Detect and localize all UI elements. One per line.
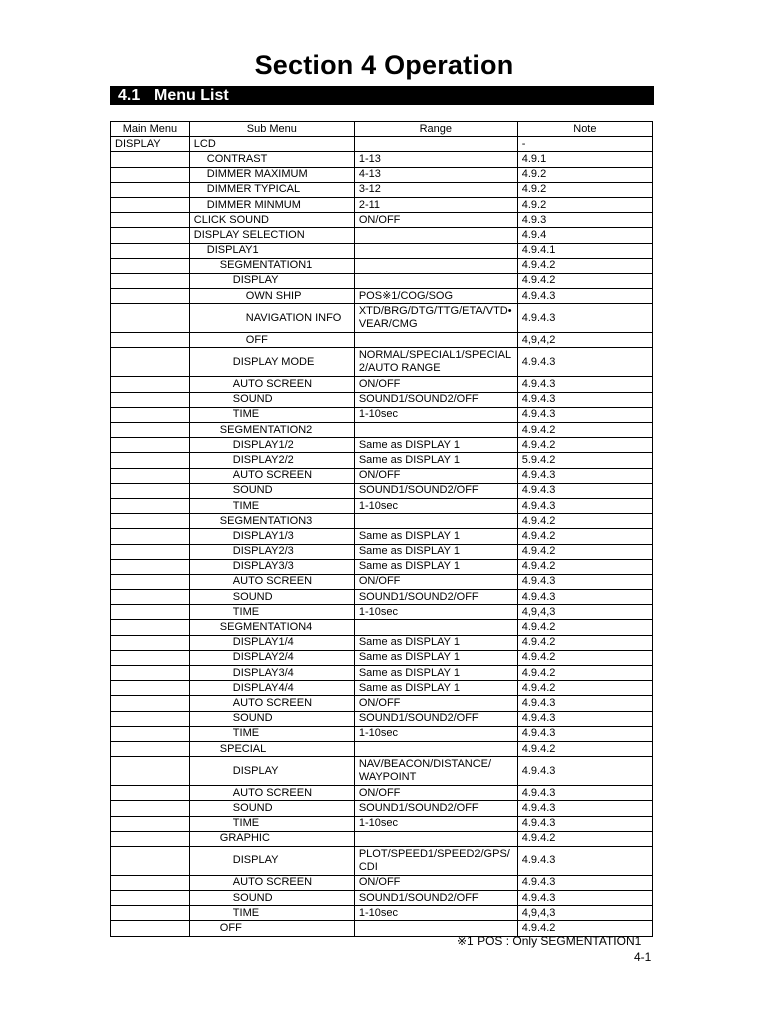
table-row (111, 559, 653, 574)
table-row (111, 392, 653, 407)
range-cell: PLOT/SPEED1/SPEED2/GPS/ CDI (354, 846, 517, 875)
table-row (111, 423, 653, 438)
note-cell: 4.9.4.3 (517, 816, 652, 831)
note-cell: 4.9.4.2 (517, 681, 652, 696)
note-cell: 4.9.4.2 (517, 635, 652, 650)
sub-menu-cell: SEGMENTATION4 (189, 620, 354, 635)
table-row (111, 258, 653, 273)
main-menu-cell (111, 258, 190, 273)
note-cell: 4.9.4.3 (517, 498, 652, 513)
main-menu-cell (111, 681, 190, 696)
table-row (111, 407, 653, 422)
main-menu-cell (111, 696, 190, 711)
header-note: Note (517, 122, 652, 137)
sub-menu-cell: TIME (189, 498, 354, 513)
note-cell: 4.9.3 (517, 213, 652, 228)
main-menu-cell (111, 786, 190, 801)
sub-menu-cell: DISPLAY3/4 (189, 666, 354, 681)
table-row (111, 891, 653, 906)
table-row (111, 846, 653, 875)
sub-menu-cell: DISPLAY MODE (189, 348, 354, 377)
sub-menu-cell: DISPLAY SELECTION (189, 228, 354, 243)
table-row (111, 348, 653, 377)
sub-menu-cell: AUTO SCREEN (189, 574, 354, 589)
range-cell: 1-10sec (354, 816, 517, 831)
table-row (111, 741, 653, 756)
main-menu-cell (111, 438, 190, 453)
sub-menu-cell: SOUND (189, 711, 354, 726)
header-sub-menu: Sub Menu (189, 122, 354, 137)
note-cell: 4.9.4.2 (517, 514, 652, 529)
sub-menu-cell: SOUND (189, 392, 354, 407)
table-row (111, 590, 653, 605)
main-menu-cell (111, 213, 190, 228)
range-cell: SOUND1/SOUND2/OFF (354, 590, 517, 605)
note-cell: 4.9.4.2 (517, 438, 652, 453)
note-cell: 5.9.4.2 (517, 453, 652, 468)
note-cell: 4.9.4.3 (517, 786, 652, 801)
table-row (111, 498, 653, 513)
note-cell: 4.9.4.3 (517, 846, 652, 875)
table-row (111, 304, 653, 333)
main-menu-cell (111, 197, 190, 212)
sub-menu-cell: DISPLAY2/2 (189, 453, 354, 468)
main-menu-cell (111, 289, 190, 304)
table-row (111, 726, 653, 741)
note-cell: 4.9.2 (517, 167, 652, 182)
main-menu-cell (111, 152, 190, 167)
note-cell: 4.9.4.3 (517, 574, 652, 589)
range-cell (354, 243, 517, 258)
table-row (111, 137, 653, 152)
section-heading-bar (110, 86, 654, 105)
main-menu-cell (111, 423, 190, 438)
range-cell: NAV/BEACON/DISTANCE/ WAYPOINT (354, 757, 517, 786)
range-cell (354, 741, 517, 756)
table-row (111, 377, 653, 392)
note-cell: 4.9.4.2 (517, 258, 652, 273)
main-menu-cell (111, 846, 190, 875)
sub-menu-cell: SEGMENTATION1 (189, 258, 354, 273)
section-number: 4.1 (118, 87, 141, 104)
range-cell: ON/OFF (354, 377, 517, 392)
main-menu-cell (111, 801, 190, 816)
main-menu-cell (111, 348, 190, 377)
range-cell: SOUND1/SOUND2/OFF (354, 483, 517, 498)
note-cell: 4.9.4.2 (517, 423, 652, 438)
note-cell: 4.9.4.3 (517, 348, 652, 377)
table-row (111, 243, 653, 258)
main-menu-cell (111, 407, 190, 422)
range-cell: 1-13 (354, 152, 517, 167)
sub-menu-cell: SOUND (189, 891, 354, 906)
range-cell: SOUND1/SOUND2/OFF (354, 392, 517, 407)
table-row (111, 605, 653, 620)
sub-menu-cell: DIMMER MINMUM (189, 197, 354, 212)
main-menu-cell (111, 635, 190, 650)
note-cell: 4.9.4.2 (517, 831, 652, 846)
note-cell: 4.9.4.3 (517, 801, 652, 816)
range-cell: Same as DISPLAY 1 (354, 681, 517, 696)
sub-menu-cell: DIMMER TYPICAL (189, 182, 354, 197)
note-cell: 4.9.4.2 (517, 921, 652, 936)
header-range: Range (354, 122, 517, 137)
header-main-menu: Main Menu (111, 122, 190, 137)
note-cell: 4.9.4.2 (517, 741, 652, 756)
main-menu-cell (111, 182, 190, 197)
sub-menu-cell: CLICK SOUND (189, 213, 354, 228)
range-cell: Same as DISPLAY 1 (354, 666, 517, 681)
range-cell: XTD/BRG/DTG/TTG/ETA/VTD• VEAR/CMG (354, 304, 517, 333)
sub-menu-cell: AUTO SCREEN (189, 696, 354, 711)
sub-menu-cell: AUTO SCREEN (189, 468, 354, 483)
range-cell: ON/OFF (354, 786, 517, 801)
sub-menu-cell: NAVIGATION INFO (189, 304, 354, 333)
sub-menu-cell: OFF (189, 921, 354, 936)
range-cell: ON/OFF (354, 875, 517, 890)
sub-menu-cell: SOUND (189, 590, 354, 605)
main-menu-cell (111, 605, 190, 620)
table-row (111, 514, 653, 529)
page-number: 4-1 (634, 950, 652, 964)
note-cell: - (517, 137, 652, 152)
range-cell (354, 620, 517, 635)
main-menu-cell (111, 620, 190, 635)
sub-menu-cell: OWN SHIP (189, 289, 354, 304)
range-cell (354, 228, 517, 243)
note-cell: 4.9.1 (517, 152, 652, 167)
table-row (111, 711, 653, 726)
note-cell: 4.9.4.3 (517, 377, 652, 392)
table-row (111, 906, 653, 921)
range-cell: Same as DISPLAY 1 (354, 453, 517, 468)
table-row (111, 438, 653, 453)
note-cell: 4.9.4.3 (517, 590, 652, 605)
note-cell: 4.9.4 (517, 228, 652, 243)
main-menu-cell (111, 483, 190, 498)
note-cell: 4.9.4.3 (517, 392, 652, 407)
note-cell: 4.9.4.3 (517, 407, 652, 422)
range-cell: 1-10sec (354, 605, 517, 620)
table-body (111, 137, 653, 936)
range-cell (354, 514, 517, 529)
main-menu-cell (111, 273, 190, 288)
range-cell: 1-10sec (354, 498, 517, 513)
sub-menu-cell: DISPLAY1/4 (189, 635, 354, 650)
footnote: ※1 POS : Only SEGMENTATION1 (457, 934, 642, 948)
note-cell: 4.9.4.3 (517, 468, 652, 483)
sub-menu-cell: TIME (189, 906, 354, 921)
sub-menu-cell: DISPLAY1 (189, 243, 354, 258)
sub-menu-cell: DISPLAY3/3 (189, 559, 354, 574)
sub-menu-cell: LCD (189, 137, 354, 152)
main-menu-cell (111, 468, 190, 483)
table-row (111, 468, 653, 483)
range-cell: NORMAL/SPECIAL1/SPECIAL 2/AUTO RANGE (354, 348, 517, 377)
main-menu-cell (111, 228, 190, 243)
note-cell: 4.9.4.3 (517, 483, 652, 498)
main-menu-cell (111, 453, 190, 468)
range-cell: 4-13 (354, 167, 517, 182)
note-cell: 4.9.4.2 (517, 620, 652, 635)
range-cell (354, 423, 517, 438)
range-cell: POS※1/COG/SOG (354, 289, 517, 304)
range-cell: 1-10sec (354, 726, 517, 741)
main-menu-cell (111, 875, 190, 890)
table-row (111, 801, 653, 816)
range-cell: 2-11 (354, 197, 517, 212)
table-row (111, 453, 653, 468)
table-row (111, 167, 653, 182)
sub-menu-cell: SEGMENTATION2 (189, 423, 354, 438)
note-cell: 4.9.4.3 (517, 757, 652, 786)
sub-menu-cell: AUTO SCREEN (189, 377, 354, 392)
note-cell: 4.9.4.3 (517, 726, 652, 741)
main-menu-cell (111, 514, 190, 529)
sub-menu-cell: GRAPHIC (189, 831, 354, 846)
range-cell (354, 333, 517, 348)
table-row (111, 620, 653, 635)
table-row (111, 483, 653, 498)
range-cell: Same as DISPLAY 1 (354, 635, 517, 650)
sub-menu-cell: DIMMER MAXIMUM (189, 167, 354, 182)
table-row (111, 289, 653, 304)
sub-menu-cell: AUTO SCREEN (189, 875, 354, 890)
main-menu-cell (111, 921, 190, 936)
range-cell (354, 258, 517, 273)
table-row (111, 786, 653, 801)
sub-menu-cell: OFF (189, 333, 354, 348)
range-cell: ON/OFF (354, 696, 517, 711)
range-cell: Same as DISPLAY 1 (354, 650, 517, 665)
note-cell: 4.9.4.3 (517, 711, 652, 726)
main-menu-cell (111, 544, 190, 559)
main-menu-cell (111, 304, 190, 333)
table-row (111, 757, 653, 786)
sub-menu-cell: TIME (189, 407, 354, 422)
table-row (111, 635, 653, 650)
note-cell: 4,9,4,2 (517, 333, 652, 348)
range-cell: ON/OFF (354, 213, 517, 228)
main-menu-cell (111, 167, 190, 182)
main-menu-cell (111, 741, 190, 756)
range-cell: ON/OFF (354, 468, 517, 483)
sub-menu-cell: TIME (189, 726, 354, 741)
main-menu-cell (111, 891, 190, 906)
table-row (111, 273, 653, 288)
main-menu-cell (111, 529, 190, 544)
table-row (111, 182, 653, 197)
main-menu-cell (111, 816, 190, 831)
table-row (111, 574, 653, 589)
note-cell: 4.9.4.3 (517, 289, 652, 304)
table-row (111, 213, 653, 228)
note-cell: 4.9.4.2 (517, 273, 652, 288)
sub-menu-cell: AUTO SCREEN (189, 786, 354, 801)
table-header-row (111, 122, 653, 137)
note-cell: 4.9.4.1 (517, 243, 652, 258)
main-menu-cell (111, 666, 190, 681)
main-menu-cell (111, 333, 190, 348)
note-cell: 4,9,4,3 (517, 906, 652, 921)
section-title: Menu List (154, 87, 229, 104)
table-row (111, 696, 653, 711)
note-cell: 4.9.4.2 (517, 544, 652, 559)
main-menu-cell (111, 590, 190, 605)
sub-menu-cell: DISPLAY1/3 (189, 529, 354, 544)
table-row (111, 681, 653, 696)
table-row (111, 152, 653, 167)
sub-menu-cell: DISPLAY4/4 (189, 681, 354, 696)
range-cell: Same as DISPLAY 1 (354, 559, 517, 574)
note-cell: 4,9,4,3 (517, 605, 652, 620)
range-cell: Same as DISPLAY 1 (354, 529, 517, 544)
note-cell: 4.9.4.2 (517, 559, 652, 574)
range-cell: Same as DISPLAY 1 (354, 438, 517, 453)
note-cell: 4.9.4.2 (517, 529, 652, 544)
main-menu-cell (111, 559, 190, 574)
table-row (111, 544, 653, 559)
main-menu-cell (111, 243, 190, 258)
range-cell: 1-10sec (354, 407, 517, 422)
table-row (111, 650, 653, 665)
main-menu-cell (111, 650, 190, 665)
table-row (111, 333, 653, 348)
table-row (111, 529, 653, 544)
main-menu-cell (111, 498, 190, 513)
note-cell: 4.9.4.2 (517, 650, 652, 665)
note-cell: 4.9.4.3 (517, 304, 652, 333)
range-cell: SOUND1/SOUND2/OFF (354, 891, 517, 906)
main-menu-cell (111, 757, 190, 786)
sub-menu-cell: DISPLAY2/4 (189, 650, 354, 665)
range-cell: SOUND1/SOUND2/OFF (354, 711, 517, 726)
range-cell: 1-10sec (354, 906, 517, 921)
sub-menu-cell: SPECIAL (189, 741, 354, 756)
main-menu-cell (111, 377, 190, 392)
table-row (111, 831, 653, 846)
sub-menu-cell: SOUND (189, 483, 354, 498)
table-row (111, 228, 653, 243)
table-row (111, 816, 653, 831)
main-menu-cell (111, 574, 190, 589)
note-cell: 4.9.4.3 (517, 891, 652, 906)
range-cell: ON/OFF (354, 574, 517, 589)
sub-menu-cell: SOUND (189, 801, 354, 816)
range-cell (354, 831, 517, 846)
sub-menu-cell: DISPLAY (189, 846, 354, 875)
table-row (111, 875, 653, 890)
range-cell: Same as DISPLAY 1 (354, 544, 517, 559)
note-cell: 4.9.4.3 (517, 875, 652, 890)
sub-menu-cell: TIME (189, 605, 354, 620)
sub-menu-cell: TIME (189, 816, 354, 831)
note-cell: 4.9.2 (517, 182, 652, 197)
note-cell: 4.9.4.3 (517, 696, 652, 711)
page-title: Section 4 Operation (254, 50, 514, 80)
table-row (111, 197, 653, 212)
table-row (111, 666, 653, 681)
range-cell (354, 273, 517, 288)
sub-menu-cell: DISPLAY2/3 (189, 544, 354, 559)
main-menu-cell (111, 392, 190, 407)
main-menu-cell: DISPLAY (111, 137, 190, 152)
sub-menu-cell: DISPLAY (189, 757, 354, 786)
range-cell: 3-12 (354, 182, 517, 197)
sub-menu-cell: DISPLAY1/2 (189, 438, 354, 453)
main-menu-cell (111, 831, 190, 846)
menu-list-table (110, 121, 653, 937)
note-cell: 4.9.2 (517, 197, 652, 212)
main-menu-cell (111, 711, 190, 726)
note-cell: 4.9.4.2 (517, 666, 652, 681)
range-cell: SOUND1/SOUND2/OFF (354, 801, 517, 816)
sub-menu-cell: SEGMENTATION3 (189, 514, 354, 529)
main-menu-cell (111, 906, 190, 921)
range-cell (354, 137, 517, 152)
sub-menu-cell: CONTRAST (189, 152, 354, 167)
sub-menu-cell: DISPLAY (189, 273, 354, 288)
main-menu-cell (111, 726, 190, 741)
